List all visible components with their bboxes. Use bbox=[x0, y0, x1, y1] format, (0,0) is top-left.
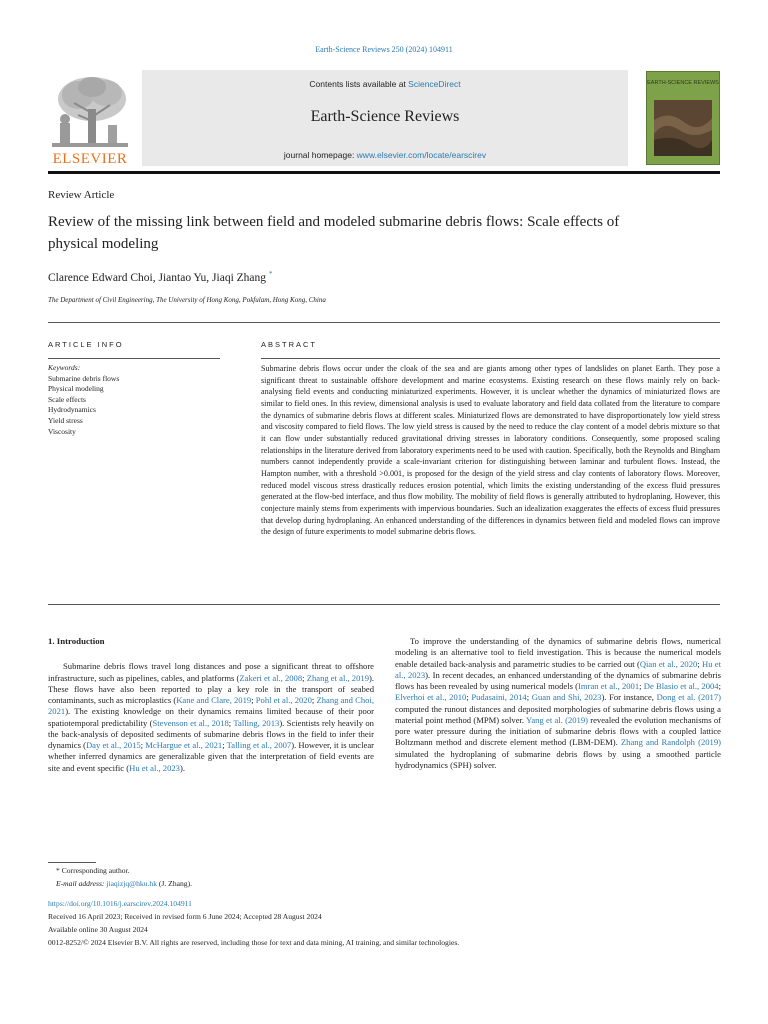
body-text: ). Scientists rely heavily on the back-analysis of deposited sediments of submarine debris flows in the field to infer their dynamics ( bbox=[48, 717, 374, 750]
body-text: computed the runout distances and deposited morphologies of submarine debris flows using a material point method (MPM) solver. bbox=[395, 703, 721, 725]
abstract-rule bbox=[261, 358, 720, 359]
keyword-item: Scale effects bbox=[48, 394, 86, 404]
cover-title: EARTH-SCIENCE REVIEWS bbox=[647, 80, 719, 86]
author-email-link[interactable]: jiaqizjq@hku.hk bbox=[106, 879, 157, 888]
keywords-label: Keywords: bbox=[48, 363, 81, 372]
copyright-line: 0012-8252/© 2024 Elsevier B.V. All rights are reserved, including those for text and data mining, AI training, and similar technologies. bbox=[48, 938, 460, 947]
citation-link[interactable]: Guan and Shi, 2023 bbox=[531, 692, 602, 703]
citation-link[interactable]: De Blasio et al., 2004 bbox=[643, 681, 719, 691]
citation-link[interactable]: Stevenson et al., 2018 bbox=[152, 717, 229, 728]
citation-link[interactable]: Pudasaini, 2014 bbox=[471, 692, 527, 703]
sciencedirect-link[interactable]: ScienceDirect bbox=[408, 79, 461, 89]
authors-text: Clarence Edward Choi, Jiantao Yu, Jiaqi Zhang bbox=[48, 271, 267, 284]
intro-left-column bbox=[48, 636, 374, 774]
citation-link[interactable]: Zhang and Randolph (2019) bbox=[620, 737, 722, 748]
affiliation: The Department of Civil Engineering, The University of Hong Kong, Pokfulam, Hong Kong, China bbox=[48, 296, 326, 304]
citation-link[interactable]: Day et al., 2015 bbox=[85, 740, 141, 750]
body-text: ; bbox=[466, 692, 472, 703]
doi-link[interactable]: https://doi.org/10.1016/j.earscirev.2024.104911 bbox=[48, 899, 192, 908]
keyword-item: Viscosity bbox=[48, 426, 76, 436]
body-text: To improve the understanding of the dynamics of submarine debris flows, numerical modeling is an alternative tool to field investigation. This is because the numerical models enable detailed back-analysis and parametric studies to be carried out ( bbox=[395, 636, 721, 669]
body-text: Submarine debris flows travel long distances and pose a significant threat to offshore infrastructure, such as pipelines, cables, and platforms ( bbox=[48, 661, 374, 683]
contents-line bbox=[142, 79, 628, 89]
corresponding-author-mark[interactable]: * bbox=[268, 270, 273, 278]
body-text: revealed the evolution mechanisms of pore water pressure during the initiation of submarine debris flows with a coupled lattice Boltzmann method and discrete element method (LBM-DEM). bbox=[395, 714, 721, 748]
body-text: ; bbox=[302, 672, 307, 683]
citation-link[interactable]: Kane and Clare, 2019 bbox=[176, 695, 252, 705]
email-label: E-mail address: bbox=[56, 879, 107, 888]
keyword-item: Hydrodynamics bbox=[48, 405, 96, 415]
citation-link[interactable]: Hu et al., 2023 bbox=[395, 658, 721, 680]
journal-homepage-link[interactable]: www.elsevier.com/locate/earscirev bbox=[356, 150, 487, 160]
citation-link[interactable]: Pohl et al., 2020 bbox=[255, 695, 312, 705]
journal-citation[interactable]: Earth-Science Reviews 250 (2024) 104911 bbox=[315, 45, 453, 54]
footnote-rule bbox=[48, 862, 96, 863]
article-info-label: ARTICLE INFO bbox=[48, 340, 124, 349]
body-text: ; bbox=[222, 740, 227, 750]
intro-paragraph-2 bbox=[395, 636, 721, 771]
elsevier-logo[interactable] bbox=[48, 73, 132, 167]
received-dates: Received 16 April 2023; Received in revised form 6 June 2024; Accepted 28 August 2024 bbox=[48, 912, 322, 921]
citation-link[interactable]: Yang et al. (2019) bbox=[526, 714, 588, 725]
email-note bbox=[56, 879, 192, 888]
keyword-item: Physical modeling bbox=[48, 384, 104, 394]
info-top-rule bbox=[48, 322, 720, 323]
body-text: ). For instance, bbox=[601, 692, 657, 703]
homepage-line bbox=[142, 150, 628, 160]
intro-paragraph-1 bbox=[48, 661, 374, 774]
citation-link[interactable]: Zhang and Choi, 2021 bbox=[48, 695, 374, 717]
body-text: ; bbox=[228, 717, 234, 728]
citation-link[interactable]: McHargue et al., 2021 bbox=[145, 740, 223, 750]
body-text: ; bbox=[311, 695, 317, 705]
keyword-item: Submarine debris flows bbox=[48, 373, 120, 383]
citation-link[interactable]: Hu et al., 2023 bbox=[129, 762, 180, 773]
available-online: Available online 30 August 2024 bbox=[48, 925, 148, 934]
email-suffix: (J. Zhang). bbox=[157, 879, 193, 888]
citation-link[interactable]: Elverhoi et al., 2010 bbox=[395, 692, 467, 703]
body-text: ; bbox=[718, 681, 721, 691]
citation-link[interactable]: Talling et al., 2007 bbox=[226, 740, 292, 750]
body-text: ; bbox=[639, 681, 644, 691]
citation-link[interactable]: Zhang et al., 2019 bbox=[306, 672, 369, 683]
body-text: ; bbox=[251, 695, 256, 705]
contents-prefix: Contents lists available at bbox=[309, 79, 409, 89]
body-text: ). bbox=[179, 762, 185, 773]
elsevier-tree-icon bbox=[48, 73, 132, 151]
abstract-text: Submarine debris flows occur under the cloak of the sea and are giants among other types of landslides on planet Earth. They pose a significant threat to sustainable offshore development and marine ecosystems. Existing research on these flows mainly rely on back-analysing field events and conducting miniaturized experiments. However, it is unclear whether the dynamics of miniaturized flows are similar to field ones. In this review, dimensional analysis is used to evaluate laboratory and field data collated from the literature to compare the dynamics of submarine debris flows at different scales. Miniaturized flows are demonstrated to have disproportionately low yield stress and viscosity compared to field flows. The low yield stress is caused by the need to reduce the clay content of a model debris mixture so that it can flow under substantially reduced gravitational driving stresses in laboratory conditions. Consequently, some proposed scaling relationships in the literature derived from laboratory experiments need to be used with caution. Specifically, both the Reynolds and Bingham numbers cannot independently provide a scale-invariant criterion for distinguishing between laminar and turbulent flows. Instead, the Hampton number, with a threshold >0.001, is proposed for the design of the yield stress and clay contents of laboratory flows. Moreover, reduced model viscous stress drastically reduces erosion potential, which limits the existing understanding of the excess fluid pressures generated at the flow-bed interface, and thus flow mobility. The mobility of field flows is generally attributed to hydroplaning. However, this conjecture mainly stems from experiments with impervious boundaries. Such an idealization exaggerates the effects of excess fluid pressures that develop during hydroplaning. An enhanced understanding of the differences in dynamics between field and modeled flows can improve the design of future experiments to model submarine debris flows. bbox=[261, 364, 720, 537]
body-text: simulated the hydroplaning of submarine debris flows by using a smoothed particle hydrodynamics (SPH) solver. bbox=[395, 748, 721, 770]
body-text: ; bbox=[140, 740, 146, 750]
journal-name: Earth-Science Reviews bbox=[310, 108, 460, 125]
author-list bbox=[48, 270, 272, 284]
body-text: ). These flows have also been reported to play a key role in the transport of seabed contaminants, such as microplastics ( bbox=[48, 672, 375, 705]
citation-link[interactable]: Zakeri et al., 2008 bbox=[239, 672, 303, 683]
citation-link[interactable]: Talling, 2013 bbox=[233, 717, 280, 728]
article-info-rule bbox=[48, 358, 220, 359]
body-text: ). However, it is unclear whether inferred dynamics are generalizable given that the interpretation of field events are site and event specific ( bbox=[48, 740, 374, 773]
body-text: ). In recent decades, an enhanced understanding of the dynamics of submarine debris flows has been revealed by using numerical models ( bbox=[395, 669, 721, 691]
section-heading-introduction: 1. Introduction bbox=[48, 636, 105, 646]
body-text: ; bbox=[697, 658, 702, 669]
journal-cover-thumbnail[interactable] bbox=[646, 71, 720, 165]
journal-header bbox=[48, 70, 720, 168]
intro-right-column bbox=[395, 636, 721, 771]
citation-link[interactable]: Dong et al. (2017) bbox=[656, 692, 721, 703]
body-text: ; bbox=[526, 692, 532, 703]
citation-link[interactable]: Qian et al., 2020 bbox=[639, 658, 698, 669]
journal-banner bbox=[142, 70, 628, 166]
article-type: Review Article bbox=[48, 189, 115, 201]
header-rule bbox=[48, 171, 720, 174]
keyword-item: Yield stress bbox=[48, 415, 83, 425]
corresponding-author-note: * Corresponding author. bbox=[56, 866, 130, 875]
body-text: ). The existing knowledge on their dynamics remains limited because of their poor spatiotemporal predictability ( bbox=[48, 706, 374, 728]
article-title: Review of the missing link between field and modeled submarine debris flows: Scale effects of physical modeling bbox=[48, 214, 620, 252]
cover-photo-icon bbox=[654, 100, 712, 156]
keywords-block bbox=[48, 363, 218, 437]
elsevier-wordmark: ELSEVIER bbox=[52, 151, 128, 167]
homepage-prefix: journal homepage: bbox=[283, 150, 357, 160]
abstract-label: ABSTRACT bbox=[261, 340, 318, 349]
citation-link[interactable]: Imran et al., 2001 bbox=[578, 681, 640, 691]
cover-image bbox=[654, 100, 712, 156]
abstract-bottom-rule bbox=[48, 604, 720, 605]
